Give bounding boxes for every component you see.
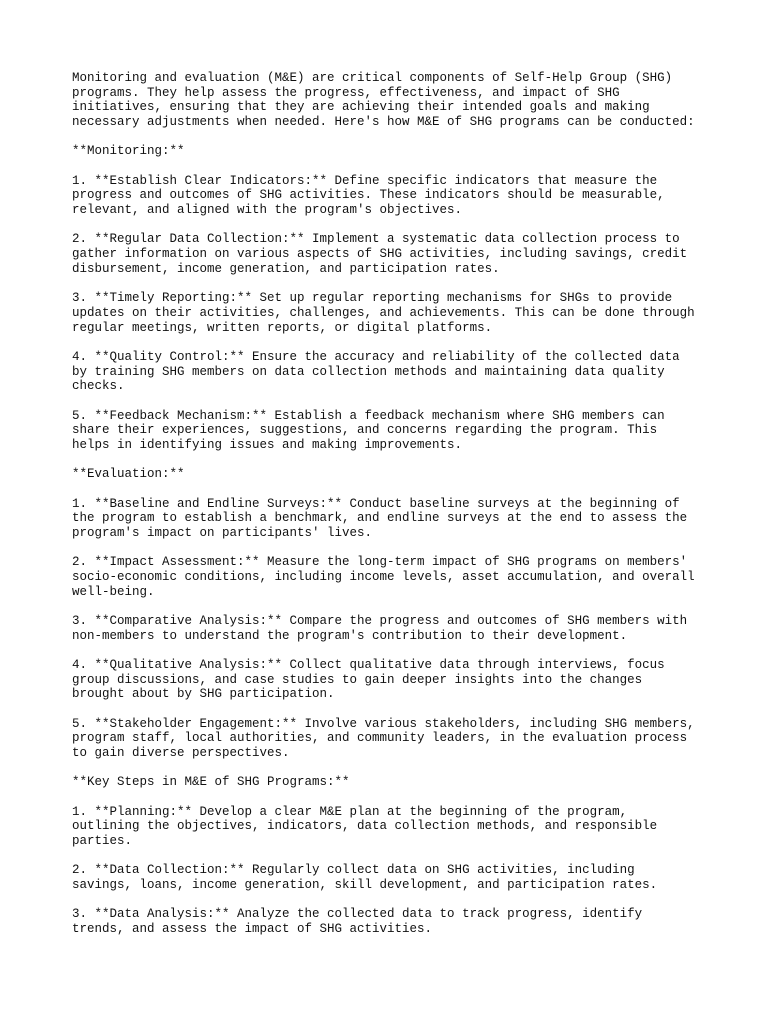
list-item: 1. **Establish Clear Indicators:** Define specific indicators that measure the progress and outcomes of SHG activities. These indicators should be measurable, relevant, and aligned with the program's objectives. xyxy=(72,173,665,218)
list-item: 2. **Data Collection:** Regularly collect data on SHG activities, including savings, loans, income generation, skill development, and participation rates. xyxy=(72,863,658,893)
list-item: 2. **Impact Assessment:** Measure the long-term impact of SHG programs on members' socio-economic conditions, including income levels, asset accumulation, and overall well-being. xyxy=(72,555,695,599)
section-heading-key-steps: **Key Steps in M&E of SHG Programs:** xyxy=(72,775,350,790)
list-item: 3. **Timely Reporting:** Set up regular reporting mechanisms for SHGs to provide updates on their activities, challenges, and achievements. This can be done through regular meetings, written reports, or digital platforms. xyxy=(72,291,695,335)
list-item: 5. **Stakeholder Engagement:** Involve various stakeholders, including SHG members, program staff, local authorities, and community leaders, in the evaluation process to gain diverse perspectives. xyxy=(72,716,695,761)
list-item: 5. **Feedback Mechanism:** Establish a feedback mechanism where SHG members can share their experiences, suggestions, and concerns regarding the program. This helps in identifying issues and making improvements. xyxy=(72,408,665,452)
list-item: 4. **Quality Control:** Ensure the accuracy and reliability of the collected data by training SHG members on data collection methods and maintaining data quality checks. xyxy=(72,349,680,394)
list-item: 4. **Qualitative Analysis:** Collect qualitative data through interviews, focus group discussions, and case studies to gain deeper insights into the changes brought about by SHG participation. xyxy=(72,657,665,702)
list-item: 1. **Planning:** Develop a clear M&E plan at the beginning of the program, outlining the objectives, indicators, data collection methods, and responsible parties. xyxy=(72,804,658,849)
list-item: 2. **Regular Data Collection:** Implement a systematic data collection process to gather information on various aspects of SHG activities, including savings, credit disbursement, income generation, and participation rates. xyxy=(72,232,688,276)
section-heading-evaluation: **Evaluation:** xyxy=(72,467,185,482)
document-page xyxy=(72,71,712,951)
intro-paragraph: Monitoring and evaluation (M&E) are critical components of Self-Help Group (SHG) programs. They help assess the progress, effectiveness, and impact of SHG initiatives, ensuring that they are achieving their intended goals and making necessary adjustments when needed. Here's how M&E of SHG programs can be conducted: xyxy=(72,71,695,130)
section-heading-monitoring: **Monitoring:** xyxy=(72,144,185,159)
list-item: 3. **Data Analysis:** Analyze the collected data to track progress, identify trends, and assess the impact of SHG activities. xyxy=(72,907,643,937)
list-item: 3. **Comparative Analysis:** Compare the progress and outcomes of SHG members with non-members to understand the program's contribution to their development. xyxy=(72,613,688,643)
list-item: 1. **Baseline and Endline Surveys:** Conduct baseline surveys at the beginning of the program to establish a benchmark, and endline surveys at the end to assess the program's impact on participants' lives. xyxy=(72,496,688,540)
